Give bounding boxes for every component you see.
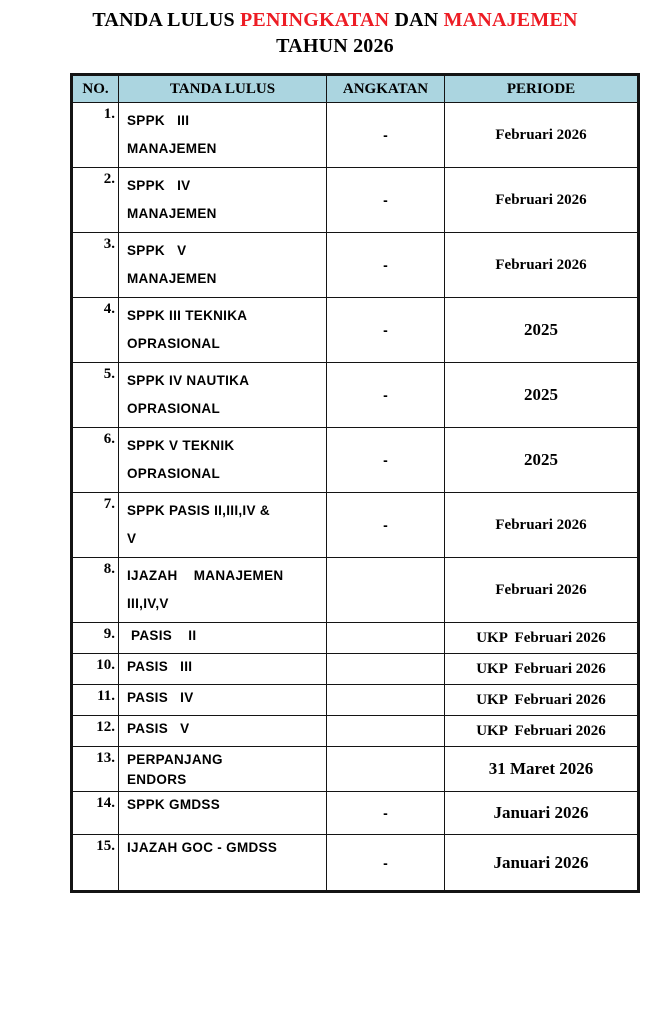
tanda-lulus-line: SPPK V xyxy=(127,243,187,259)
tanda-lulus-line: SPPK IV NAUTIKA xyxy=(127,373,250,389)
tanda-lulus-line: PERPANJANG xyxy=(127,752,223,768)
periode-cell: UKP Februari 2026 xyxy=(445,654,639,685)
row-number: 9. xyxy=(72,623,119,654)
tanda-lulus-cell xyxy=(119,685,327,716)
title-text-red-2: MANAJEMEN xyxy=(443,9,578,31)
tanda-lulus-line: OPRASIONAL xyxy=(127,336,221,352)
tanda-lulus-line: SPPK GMDSS xyxy=(127,797,221,813)
angkatan-cell: - xyxy=(327,835,445,892)
tanda-lulus-line: ENDORS xyxy=(127,772,187,788)
table-row xyxy=(72,493,639,558)
tanda-lulus-table xyxy=(70,73,640,893)
angkatan-cell xyxy=(327,685,445,716)
row-number: 14. xyxy=(72,792,119,835)
tanda-lulus-line: PASIS V xyxy=(127,721,190,737)
periode-cell: Januari 2026 xyxy=(445,835,639,892)
col-header-periode: PERIODE xyxy=(445,75,639,103)
row-number: 11. xyxy=(72,685,119,716)
angkatan-cell xyxy=(327,654,445,685)
periode-cell: Februari 2026 xyxy=(445,103,639,168)
table-row xyxy=(72,716,639,747)
title-text-black-2: DAN xyxy=(389,9,444,31)
table-row xyxy=(72,558,639,623)
tanda-lulus-cell xyxy=(119,747,327,792)
tanda-lulus-line: SPPK V TEKNIK xyxy=(127,438,235,454)
col-header-angkatan: ANGKATAN xyxy=(327,75,445,103)
periode-cell: UKP Februari 2026 xyxy=(445,685,639,716)
row-number: 3. xyxy=(72,233,119,298)
angkatan-cell: - xyxy=(327,792,445,835)
periode-cell: Februari 2026 xyxy=(445,493,639,558)
row-number: 12. xyxy=(72,716,119,747)
tanda-lulus-cell xyxy=(119,654,327,685)
row-number: 1. xyxy=(72,103,119,168)
tanda-lulus-cell xyxy=(119,298,327,363)
table-row xyxy=(72,747,639,792)
row-number: 15. xyxy=(72,835,119,892)
tanda-lulus-line: MANAJEMEN xyxy=(127,271,217,287)
col-header-tanda-lulus: TANDA LULUS xyxy=(119,75,327,103)
table-body xyxy=(72,103,639,892)
tanda-lulus-cell xyxy=(119,716,327,747)
table-row xyxy=(72,103,639,168)
title-text-black-1: TANDA LULUS xyxy=(92,9,240,31)
tanda-lulus-line: IJAZAH MANAJEMEN xyxy=(127,568,284,584)
periode-cell: Januari 2026 xyxy=(445,792,639,835)
angkatan-cell: - xyxy=(327,493,445,558)
document-title xyxy=(0,8,670,59)
angkatan-cell xyxy=(327,716,445,747)
row-number: 4. xyxy=(72,298,119,363)
angkatan-cell xyxy=(327,558,445,623)
table-row xyxy=(72,233,639,298)
tanda-lulus-cell xyxy=(119,428,327,493)
table-row xyxy=(72,428,639,493)
tanda-lulus-line: SPPK PASIS II,III,IV & xyxy=(127,503,270,519)
table-row xyxy=(72,298,639,363)
document-page xyxy=(0,8,670,893)
tanda-lulus-cell xyxy=(119,493,327,558)
tanda-lulus-line: PASIS III xyxy=(127,659,193,675)
tanda-lulus-cell xyxy=(119,558,327,623)
row-number: 7. xyxy=(72,493,119,558)
row-number: 13. xyxy=(72,747,119,792)
periode-cell: 2025 xyxy=(445,298,639,363)
periode-cell: UKP Februari 2026 xyxy=(445,716,639,747)
title-line-1 xyxy=(0,8,670,34)
tanda-lulus-line: MANAJEMEN xyxy=(127,141,217,157)
row-number: 10. xyxy=(72,654,119,685)
tanda-lulus-cell xyxy=(119,792,327,835)
title-text-red-1: PENINGKATAN xyxy=(240,9,390,31)
table-row xyxy=(72,363,639,428)
angkatan-cell: - xyxy=(327,363,445,428)
periode-cell: 2025 xyxy=(445,428,639,493)
tanda-lulus-cell xyxy=(119,835,327,892)
table-row xyxy=(72,654,639,685)
tanda-lulus-line: SPPK III xyxy=(127,113,190,129)
angkatan-cell xyxy=(327,623,445,654)
tanda-lulus-cell xyxy=(119,363,327,428)
row-number: 8. xyxy=(72,558,119,623)
tanda-lulus-line: PASIS IV xyxy=(127,690,194,706)
table-row xyxy=(72,835,639,892)
angkatan-cell: - xyxy=(327,428,445,493)
angkatan-cell: - xyxy=(327,168,445,233)
angkatan-cell: - xyxy=(327,103,445,168)
tanda-lulus-cell xyxy=(119,103,327,168)
angkatan-cell: - xyxy=(327,233,445,298)
title-line-2: TAHUN 2026 xyxy=(276,34,394,57)
tanda-lulus-cell xyxy=(119,168,327,233)
table-header-row xyxy=(72,75,639,103)
tanda-lulus-line: OPRASIONAL xyxy=(127,466,221,482)
col-header-no: NO. xyxy=(72,75,119,103)
periode-cell: Februari 2026 xyxy=(445,558,639,623)
angkatan-cell xyxy=(327,747,445,792)
table-row xyxy=(72,168,639,233)
row-number: 2. xyxy=(72,168,119,233)
row-number: 6. xyxy=(72,428,119,493)
tanda-lulus-line: V xyxy=(127,531,137,547)
periode-cell: UKP Februari 2026 xyxy=(445,623,639,654)
tanda-lulus-line: PASIS II xyxy=(127,628,197,644)
periode-cell: Februari 2026 xyxy=(445,168,639,233)
periode-cell: Februari 2026 xyxy=(445,233,639,298)
tanda-lulus-line: SPPK IV xyxy=(127,178,191,194)
periode-cell: 2025 xyxy=(445,363,639,428)
tanda-lulus-line: OPRASIONAL xyxy=(127,401,221,417)
tanda-lulus-line: IJAZAH GOC - GMDSS xyxy=(127,840,278,856)
table-row xyxy=(72,685,639,716)
periode-cell: 31 Maret 2026 xyxy=(445,747,639,792)
angkatan-cell: - xyxy=(327,298,445,363)
row-number: 5. xyxy=(72,363,119,428)
tanda-lulus-cell xyxy=(119,233,327,298)
table-row xyxy=(72,792,639,835)
tanda-lulus-cell xyxy=(119,623,327,654)
tanda-lulus-line: MANAJEMEN xyxy=(127,206,217,222)
tanda-lulus-line: III,IV,V xyxy=(127,596,169,612)
table-row xyxy=(72,623,639,654)
tanda-lulus-line: SPPK III TEKNIKA xyxy=(127,308,248,324)
